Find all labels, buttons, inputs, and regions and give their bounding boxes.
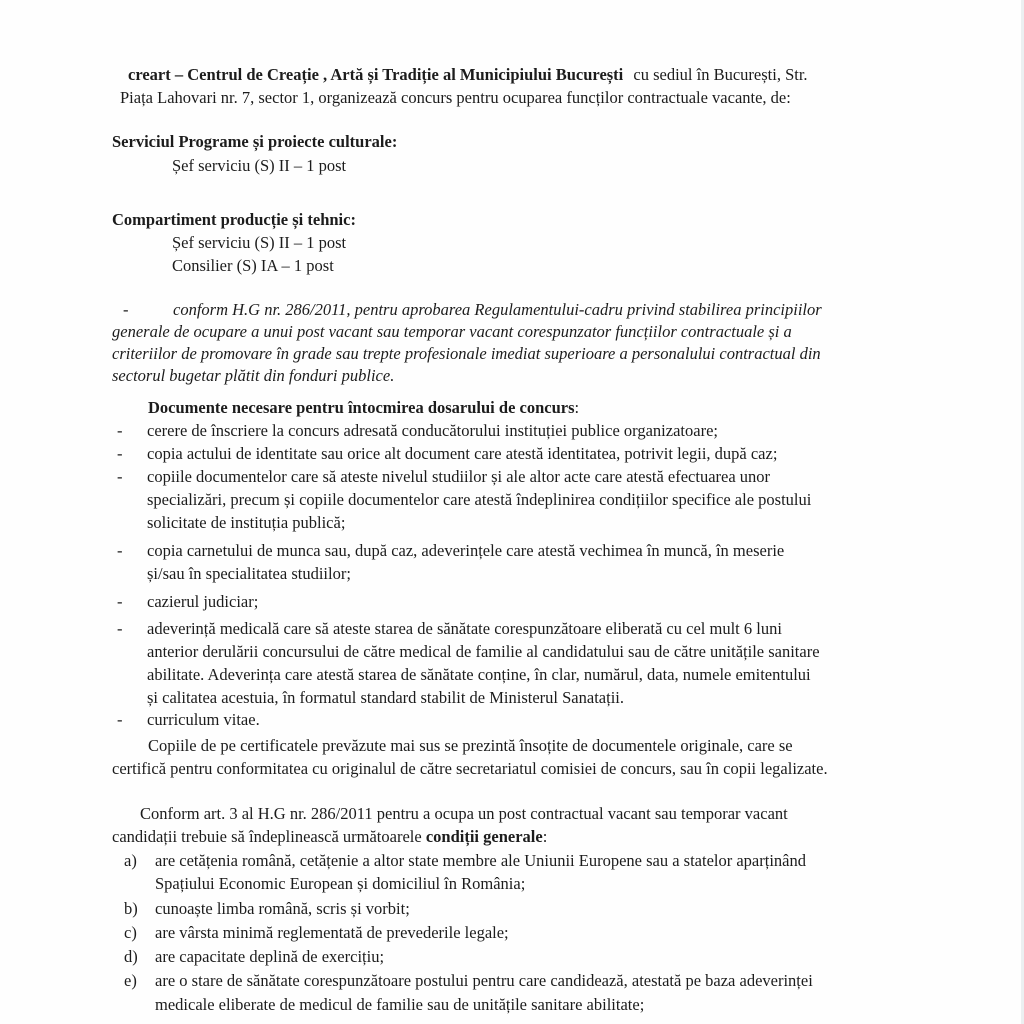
document-item-continued: specializări, precum și copiile documentelor care atestă îndeplinirea condițiilor specifice ale postului: [147, 490, 812, 509]
intro-address-start: cu sediul în București, Str.: [633, 65, 808, 84]
condition-label: b): [124, 899, 138, 918]
condition-item: cunoaște limba română, scris și vorbit;: [155, 899, 410, 918]
list-bullet: -: [117, 467, 123, 486]
document-item: copia actului de identitate sau orice alt document care atestă identitatea, potrivit legii, după caz;: [147, 444, 778, 463]
documents-heading: [148, 398, 579, 418]
conditions-general-label: condiții generale: [425, 827, 543, 846]
list-bullet: -: [117, 592, 123, 611]
post-item: Consilier (S) IA – 1 post: [172, 256, 334, 275]
document-item: copia carnetului de munca sau, după caz, adeverințele care atestă vechimea în muncă, în meserie: [147, 541, 785, 560]
condition-label: e): [124, 971, 137, 990]
condition-label: a): [124, 851, 137, 870]
document-item: curriculum vitae.: [147, 710, 260, 729]
section-title-programe: Serviciul Programe și proiecte culturale:: [112, 132, 398, 151]
organization-name: creart – Centrul de Creație , Artă și Tradiție al Municipiului București: [128, 65, 624, 84]
intro-line-1: [128, 65, 808, 85]
documents-note-line: Copiile de pe certificatele prevăzute mai sus se prezintă însoțite de documentele originale, care se: [148, 736, 793, 755]
condition-item: are capacitate deplină de exercițiu;: [155, 947, 385, 966]
list-bullet: -: [117, 421, 123, 440]
conditions-intro-colon: :: [542, 827, 548, 846]
document-item-continued: solicitate de instituția publică;: [147, 513, 346, 532]
document-item: cerere de înscriere la concurs adresată conducătorului instituției publice organizatoare;: [147, 421, 718, 440]
legal-basis-bullet: -: [123, 300, 129, 319]
legal-basis-line: criteriilor de promovare în grade sau trepte profesionale imediat superioare a personalului contractual din: [112, 344, 821, 363]
legal-basis-line: generale de ocupare a unui post vacant sau temporar vacant corespunzator funcțiilor contractuale și a: [112, 322, 792, 341]
list-bullet: -: [117, 444, 123, 463]
condition-label: c): [124, 923, 137, 942]
document-item-continued: anterior derulării concursului de către medical de familie al candidatului sau de către unitățile sanitare: [147, 642, 820, 661]
condition-item: are cetățenia română, cetățenie a altor state membre ale Uniunii Europene sau a statelor aparținând: [155, 851, 806, 870]
document-item-continued: abilitate. Adeverința care atestă starea de sănătate conține, în clar, numărul, data, numele emitentului: [147, 665, 811, 684]
documents-title: Documente necesare pentru întocmirea dosarului de concurs: [148, 398, 575, 417]
list-bullet: -: [117, 541, 123, 560]
list-bullet: -: [117, 710, 123, 729]
documents-title-colon: :: [574, 398, 580, 417]
conditions-intro-line: Conform art. 3 al H.G nr. 286/2011 pentru a ocupa un post contractual vacant sau temporar vacant: [140, 804, 788, 823]
conditions-intro-text: candidații trebuie să îndeplinească următoarele: [112, 827, 426, 846]
condition-label: d): [124, 947, 138, 966]
document-item: cazierul judiciar;: [147, 592, 259, 611]
post-item: Șef serviciu (S) II – 1 post: [172, 233, 347, 252]
conditions-intro-line: [112, 827, 547, 847]
list-bullet: -: [117, 619, 123, 638]
legal-basis-line: sectorul bugetar plătit din fonduri publice.: [112, 366, 395, 385]
section-title-productie: Compartiment producție și tehnic:: [112, 210, 356, 229]
condition-item: are vârsta minimă reglementată de prevederile legale;: [155, 923, 509, 942]
intro-line-2: Piața Lahovari nr. 7, sector 1, organizează concurs pentru ocuparea funcților contractuale vacante, de:: [120, 88, 791, 107]
condition-item-continued: medicale eliberate de medicul de familie sau de unitățile sanitare abilitate;: [155, 995, 645, 1014]
document-item-continued: și/sau în specialitatea studiilor;: [147, 564, 351, 583]
document-item: adeverință medicală care să ateste starea de sănătate corespunzătoare eliberată cu cel mult 6 luni: [147, 619, 782, 638]
document-item-continued: și calitatea acestuia, în formatul standard stabilit de Ministerul Sanatații.: [147, 688, 624, 707]
legal-basis-line: conform H.G nr. 286/2011, pentru aprobarea Regulamentului-cadru privind stabilirea principiilor: [173, 300, 822, 319]
document-item: copiile documentelor care să ateste nivelul studiilor și ale altor acte care atestă efectuarea unor: [147, 467, 771, 486]
post-item: Șef serviciu (S) II – 1 post: [172, 156, 347, 175]
documents-note-line: certifică pentru conformitatea cu originalul de către secretariatul comisiei de concurs, sau în copii legalizate.: [112, 759, 828, 778]
condition-item: are o stare de sănătate corespunzătoare postului pentru care candidează, atestată pe baza adeverinței: [155, 971, 813, 990]
condition-item-continued: Spațiului Economic European și domiciliul în România;: [155, 874, 526, 893]
